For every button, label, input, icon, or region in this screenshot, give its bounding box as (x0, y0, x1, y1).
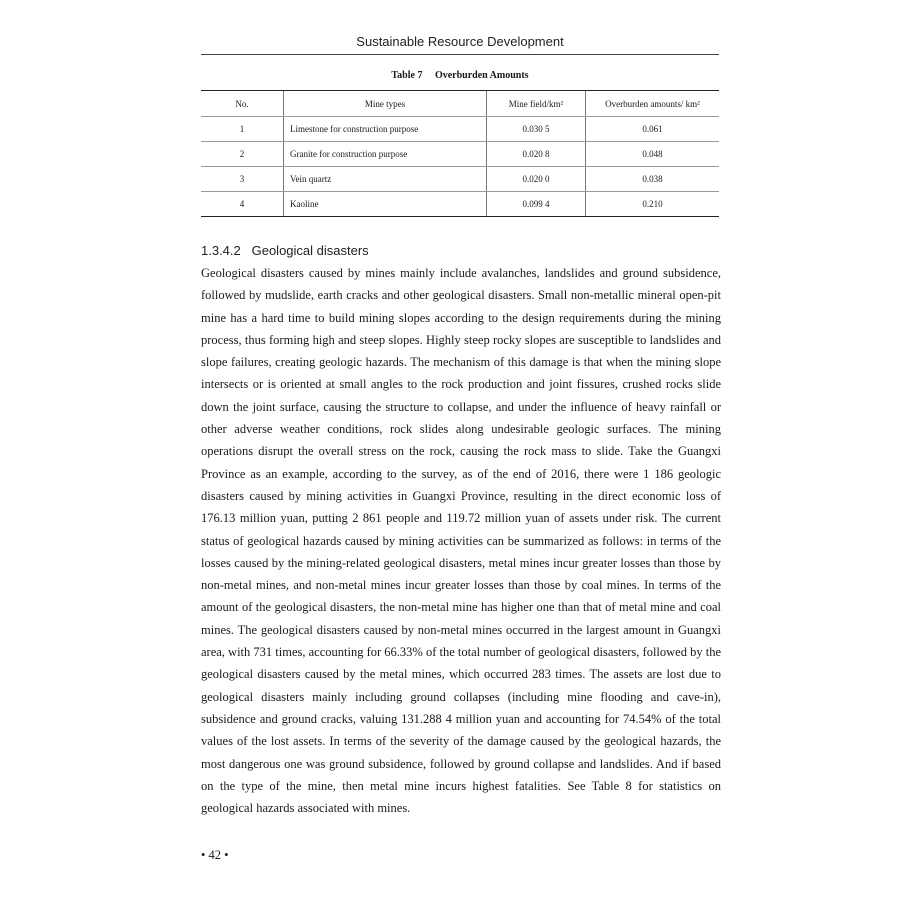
overburden-table (201, 90, 719, 217)
column-header-mine-types: Mine types (284, 91, 487, 117)
cell-mine-field: 0.030 5 (487, 117, 586, 142)
column-header-no: No. (201, 91, 284, 117)
section-title: Geological disasters (251, 243, 369, 258)
header-rule (201, 54, 719, 55)
table-caption (201, 70, 719, 81)
column-header-overburden: Overburden amounts/ km² (586, 91, 720, 117)
table-row (201, 142, 719, 167)
cell-no: 1 (201, 117, 284, 142)
cell-mine-type: Limestone for construction purpose (284, 117, 487, 142)
cell-mine-type: Vein quartz (284, 167, 487, 192)
section-heading (201, 243, 369, 258)
cell-no: 3 (201, 167, 284, 192)
cell-overburden: 0.210 (586, 192, 720, 217)
cell-no: 4 (201, 192, 284, 217)
cell-mine-type: Granite for construction purpose (284, 142, 487, 167)
table-label: Table 7 (391, 70, 423, 81)
table-row (201, 192, 719, 217)
cell-overburden: 0.048 (586, 142, 720, 167)
body-paragraph: Geological disasters caused by mines mainly include avalanches, landslides and ground subsidence, followed by mudslide, earth cracks and other geological disasters. Small non-metallic mineral open-pit mine has a hard time to build mining slopes according to the design requirements during the mining process, thus forming high and steep slopes. Highly steep rocky slopes are susceptible to landslides and slope failures, creating geologic hazards. The mechanism of this damage is that when the mining slope intersects or is oriented at small angles to the rock production and joint fissures, crushed rocks slide down the joint surface, causing the structure to collapse, and under the influence of heavy rainfall or other adverse weather conditions, rock slides along undesirable geologic surfaces. The mining operations disrupt the overall stress on the rock, causing the rock mass to slide. Take the Guangxi Province as an example, according to the survey, as of the end of 2016, there were 1 186 geologic disasters caused by mining activities in Guangxi Province, resulting in the direct economic loss of 176.13 million yuan, putting 2 861 people and 119.72 million yuan of assets under risk. The current status of geological hazards caused by mining activities can be summarized as follows: in terms of the losses caused by the mining-related geological disasters, metal mines incur greater losses than those by non-metal mines, and non-metal mines incur greater losses than those by coal mines. In terms of the amount of the geological disasters, the non-metal mine has higher one than that of metal mine and coal mines. The geological disasters caused by non-metal mines occurred in the largest amount in Guangxi area, with 731 times, accounting for 66.33% of the total number of geological disasters, followed by the geological disasters caused by the metal mines, which occurred 283 times. The assets are lost due to geological disasters mainly including ground collapses (including mine flooding and cave-in), subsidence and ground cracks, valuing 131.288 4 million yuan and accounting for 74.54% of the total values of the lost assets. In terms of the severity of the damage caused by the geological hazards, the most dangerous one was ground subsidence, followed by ground collapse and landslides. And if based on the type of the mine, then metal mine incurs highest fatalities. See Table 8 for statistics on geological hazards associated with mines. (201, 266, 722, 816)
table-row (201, 167, 719, 192)
page-number: • 42 • (201, 848, 229, 862)
section-number: 1.3.4.2 (201, 243, 241, 258)
column-header-mine-field: Mine field/km² (487, 91, 586, 117)
cell-overburden: 0.061 (586, 117, 720, 142)
cell-mine-type: Kaoline (284, 192, 487, 217)
cell-mine-field: 0.020 0 (487, 167, 586, 192)
cell-overburden: 0.038 (586, 167, 720, 192)
table-header-row (201, 91, 719, 117)
cell-no: 2 (201, 142, 284, 167)
table-title: Overburden Amounts (434, 70, 529, 81)
cell-mine-field: 0.020 8 (487, 142, 586, 167)
table-row (201, 117, 719, 142)
cell-mine-field: 0.099 4 (487, 192, 586, 217)
running-head: Sustainable Resource Development (356, 34, 564, 49)
